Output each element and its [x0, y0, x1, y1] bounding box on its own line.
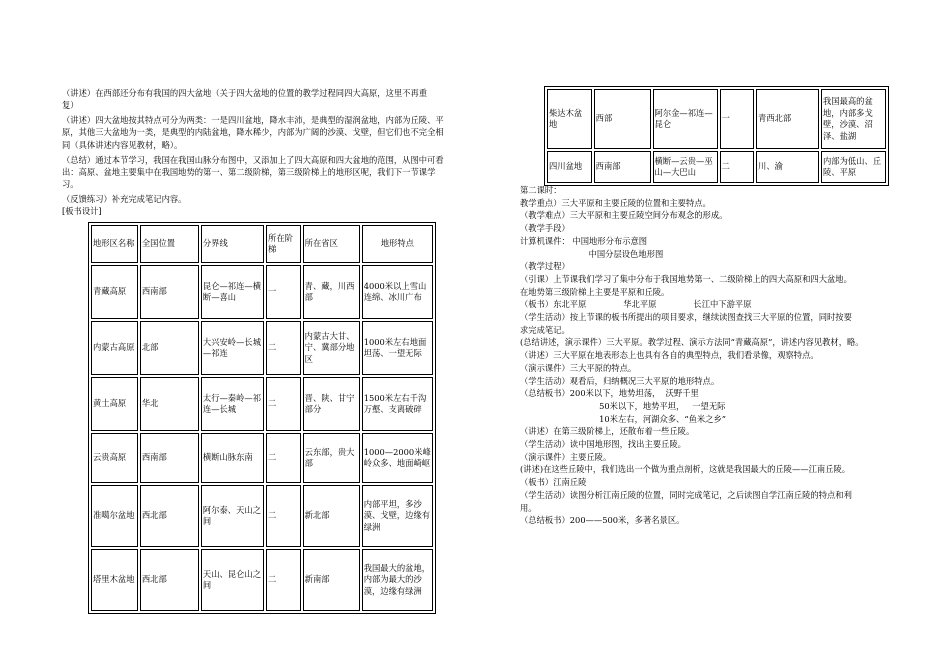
table-cell: 阿尔金—祁连—昆仑 [653, 89, 718, 149]
lesson-line: （教学手段） [520, 223, 570, 234]
board-design-heading: [板书设计] [62, 206, 102, 216]
table-cell: 华北 [140, 377, 199, 431]
lesson-line: （学生活动）观看后，归纳概况三大平原的地形特点。 [520, 375, 720, 386]
table-cell: 1000米左右地面坦荡、一望无际 [362, 321, 433, 375]
table-cell: 一 [266, 265, 301, 319]
table-cell: 川、渝 [756, 151, 819, 183]
table-cell: 云贵高原 [91, 433, 138, 483]
table-cell: 横断山脉东南 [201, 433, 264, 483]
table-cell: 1500米左右千沟万壑、支离破碎 [362, 377, 433, 431]
table-cell: 四川盆地 [547, 151, 592, 183]
table-cell: 西部 [594, 89, 651, 149]
table-header-cell: 地形特点 [362, 225, 433, 263]
table-cell: 横断—云贵—巫山—大巴山 [653, 151, 718, 183]
table-cell: 西南部 [140, 433, 199, 483]
table-header-cell: 所在阶梯 [266, 225, 301, 263]
lesson-line: （演示课件）主要丘陵。 [520, 451, 612, 462]
lesson-line: （板书）江南丘陵 [520, 477, 587, 488]
lecture-paragraph-line: 同（具体讲述内容见教材，略）。 [62, 140, 183, 150]
lesson-line: 求完成笔记。 [520, 324, 570, 335]
table-header-cell: 地形区名称 [91, 225, 138, 263]
table-row [91, 433, 433, 483]
table-cell: 柴达木盆地 [547, 89, 592, 149]
lesson-line: （板书）东北平原 华北平原 长江中下游平原 [520, 299, 752, 310]
table-cell: 云东部，贵大部 [303, 433, 360, 483]
table-cell: 青、藏，川西部 [303, 265, 360, 319]
lesson-line: （学生活动）按上节课的板书所提出的项目要求，继续读图查找三大平原的位置，同时按要 [520, 312, 852, 323]
lesson-line: 中国分层设色地形图 [520, 248, 664, 259]
table-cell: 塔里木盆地 [91, 549, 138, 611]
lesson-line: （教学过程） [520, 261, 570, 272]
table-cell: 青藏高原 [91, 265, 138, 319]
table-cell: 新南部 [303, 549, 360, 611]
table-cell: 青西北部 [756, 89, 819, 149]
table-cell: 内部为低山、丘陵、平原 [821, 151, 886, 183]
table-cell: 内蒙古高原 [91, 321, 138, 375]
lesson-line: （学生活动）读图分析江南丘陵的位置，同时完成笔记，之后读图自学江南丘陵的特点和利 [520, 489, 852, 500]
table-cell: 二 [266, 485, 301, 547]
table-cell: 二 [266, 377, 301, 431]
table-cell: 阿尔泰、天山之间 [201, 485, 264, 547]
lesson-line: 计算机课件： 中国地形分布示意图 [520, 235, 648, 246]
table-header-cell: 分界线 [201, 225, 264, 263]
table-cell: 我国最大的盆地，内部为最大的沙漠，边缘有绿洲 [362, 549, 433, 611]
table-row [91, 549, 433, 611]
feedback-exercise-line: （反馈练习）补充完成笔记内容。 [62, 194, 187, 204]
lesson-line: 用。 [520, 502, 537, 513]
table-cell: 大兴安岭—长城—祁连 [201, 321, 264, 375]
table-cell: 二 [266, 321, 301, 375]
lesson-line: 10米左右，河湖众多、“鱼米之乡” [520, 413, 727, 424]
basin-table-continued [544, 86, 889, 186]
landform-table [88, 222, 436, 614]
table-cell: 一 [720, 89, 755, 149]
table-cell: 二 [266, 433, 301, 483]
table-cell: 1000—2000米峰岭众多、地面崎岖 [362, 433, 433, 483]
table-cell: 二 [266, 549, 301, 611]
table-cell: 我国最高的盆地，内部多戈壁，沙漠、沼泽、盐湖 [821, 89, 886, 149]
lesson-line: (讲述)在这些丘陵中，我们选出一个做为重点剖析，这就是我国最大的丘陵——江南丘陵。 [520, 464, 851, 475]
table-cell: 太行—秦岭—祁连—长城 [201, 377, 264, 431]
lecture-paragraph-line: （讲述）在西部还分布有我国的四大盆地（关于四大盆地的位置的教学过程同四大高原，这里不再重 [62, 88, 428, 98]
lesson-line: （总结板书）200——500米，多著名景区。 [520, 515, 685, 526]
lesson-line: 第二课时： [520, 185, 562, 195]
lecture-paragraph-line: （讲述）四大盆地按其特点可分为两类：一是四川盆地，降水丰沛，是典型的湿润盆地，内部为丘陵、平 [62, 115, 444, 125]
table-cell: 西南部 [140, 265, 199, 319]
table-cell: 天山、昆仑山之间 [201, 549, 264, 611]
lesson-line: （总结板书）200米以下，地势坦荡， 沃野千里 [520, 388, 699, 399]
lesson-line: （演示课件）三大平原的特点。 [520, 362, 637, 373]
table-cell: 西南部 [594, 151, 651, 183]
table-header-row [91, 225, 433, 263]
lesson-line: （教学难点）三大平原和主要丘陵空间分布观念的形成。 [520, 210, 728, 221]
lecture-paragraph-line: 复） [62, 100, 79, 110]
table-header-cell: 全国位置 [140, 225, 199, 263]
table-cell: 新北部 [303, 485, 360, 547]
lesson-line: （讲述）在第三级阶梯上，还散布着一些丘陵。 [520, 426, 695, 437]
table-row [91, 265, 433, 319]
lesson-plan-text [520, 184, 900, 527]
lesson-line: (总结讲述，演示课件）三大平原。教学过程、演示方法同“青藏高原”，讲述内容见教材，略。 [520, 337, 864, 348]
table-cell: 北部 [140, 321, 199, 375]
table-cell: 准噶尔盆地 [91, 485, 138, 547]
table-cell: 内部平坦，多沙漠、戈壁，边缘有绿洲 [362, 485, 433, 547]
summary-paragraph-line: （总结）通过本节学习，我国在我国山脉分布图中，又添加上了四大高原和四大盆地的范围，从图中可看 [62, 155, 444, 165]
lecture-paragraph-line: 原，其他三大盆地为一类，是典型的内陆盆地，降水稀少，内部为广阔的沙漠、戈壁，但它们也不完全相 [62, 127, 444, 137]
table-row [547, 151, 886, 183]
summary-paragraph-line: 出：高原、盆地主要集中在我国地势的第一、第二级阶梯，第三级阶梯上的地形区呢，我们下一节课学 [62, 167, 436, 177]
lesson-line: （学生活动）读中国地形图，找出主要丘陵。 [520, 439, 686, 450]
lesson-line: 在地势第三级阶梯上主要是平原和丘陵。 [520, 286, 670, 297]
table-cell: 内蒙古大甘、宁、冀部分地区 [303, 321, 360, 375]
lesson-line: （讲述）三大平原在地表形态上也具有各自的典型特点，我们看录像，观察特点。 [520, 350, 819, 361]
table-row [547, 89, 886, 149]
table-row [91, 377, 433, 431]
table-cell: 二 [720, 151, 755, 183]
summary-paragraph-line: 习。 [62, 179, 79, 189]
table-cell: 昆仑—祁连—横断—喜山 [201, 265, 264, 319]
lesson-line: 教学重点）三大平原和主要丘陵的位置和主要特点。 [520, 197, 711, 208]
table-cell: 晋、陕、甘宁部分 [303, 377, 360, 431]
table-cell: 西北部 [140, 549, 199, 611]
table-header-cell: 所在省区 [303, 225, 360, 263]
table-cell: 4000米以上雪山连绵、冰川广布 [362, 265, 433, 319]
table-cell: 黄土高原 [91, 377, 138, 431]
table-row [91, 485, 433, 547]
table-cell: 西北部 [140, 485, 199, 547]
lesson-line: 50米以下，地势平坦， 一望无际 [520, 400, 726, 411]
table-row [91, 321, 433, 375]
lesson-line: （引课）上节课我们学习了集中分布于我国地势第一、二级阶梯上的四大高原和四大盆地。 [520, 273, 852, 284]
